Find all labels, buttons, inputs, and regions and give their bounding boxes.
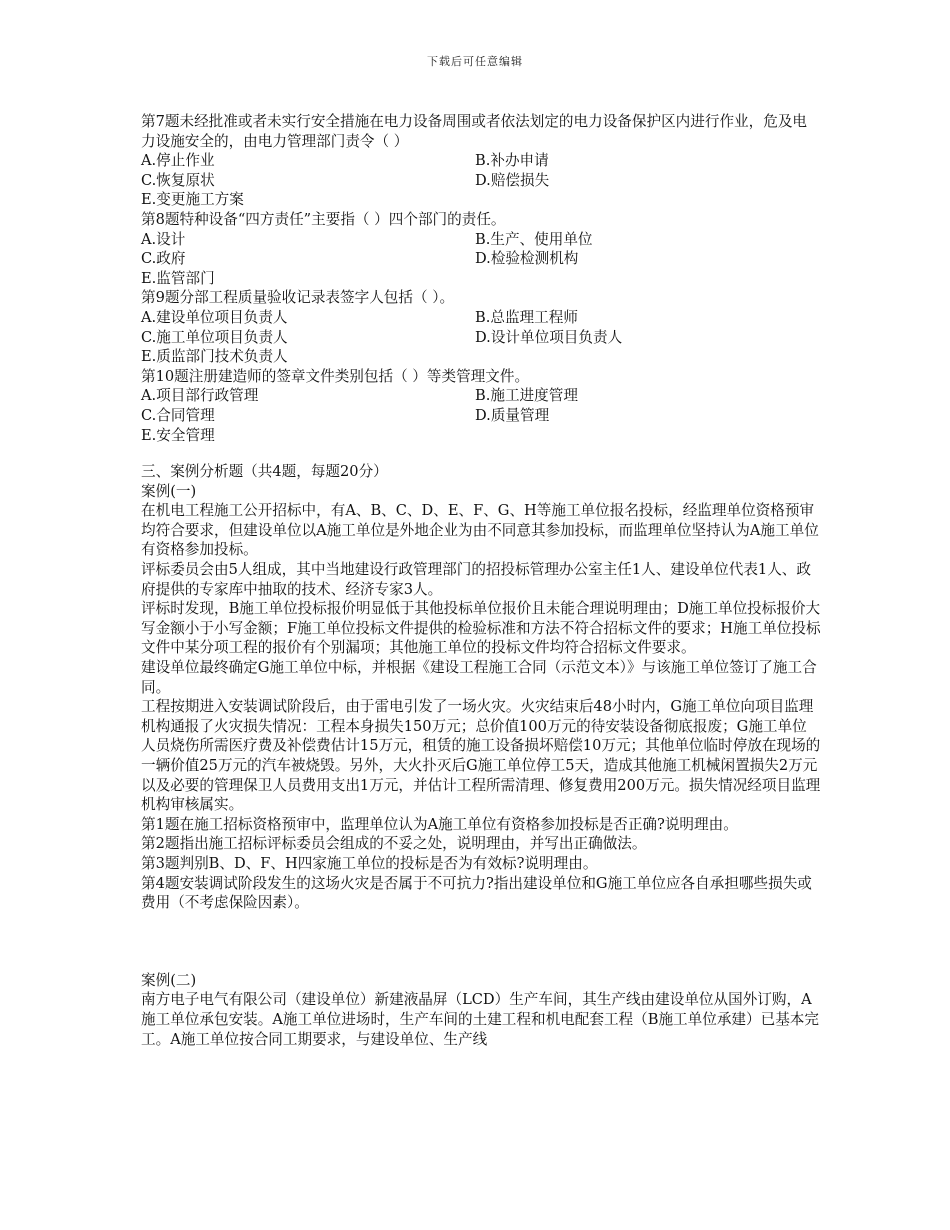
section-title: 三、案例分析题（共4题，每题20分）	[141, 463, 388, 481]
option-row	[141, 151, 821, 171]
option-c: C.施工单位项目负责人	[141, 328, 288, 346]
question-stem: 第8题特种设备“四方责任”主要指（ ）四个部门的责任。	[141, 210, 506, 228]
spacer	[141, 913, 821, 971]
question-stem: 第9题分部工程质量验收记录表签字人包括（ ）。	[141, 289, 455, 307]
option-d: D.赔偿损失	[475, 171, 550, 189]
option-row	[141, 171, 821, 191]
option-e: E.安全管理	[141, 426, 215, 444]
case-1	[141, 482, 821, 913]
option-e: E.质监部门技术负责人	[141, 348, 288, 366]
page-header: 下载后可任意编辑	[427, 55, 523, 68]
option-c: C.政府	[141, 250, 186, 268]
option-a: A.停止作业	[141, 152, 215, 170]
question-7	[141, 112, 821, 210]
option-d: D.质量管理	[475, 406, 550, 424]
option-e: E.变更施工方案	[141, 191, 244, 209]
option-b: B.总监理工程师	[475, 308, 578, 326]
option-c: C.恢复原状	[141, 171, 215, 189]
case-title: 案例(二)	[141, 971, 197, 989]
sub-question: 第4题安装调试阶段发生的这场火灾是否属于不可抗力?指出建设单位和G施工单位应各自承担哪些损失或费用（不考虑保险因素）。	[141, 874, 812, 912]
option-b: B.施工进度管理	[475, 387, 578, 405]
question-10	[141, 367, 821, 445]
option-b: B.补办申请	[475, 152, 549, 170]
case-paragraph: 评标委员会由5人组成，其中当地建设行政管理部门的招投标管理办公室主任1人、建设单位代表1人、政府提供的专家库中抽取的技术、经济专家3人。	[141, 561, 811, 598]
option-row	[141, 308, 821, 328]
option-a: A.项目部行政管理	[141, 387, 259, 405]
option-row	[141, 249, 821, 269]
question-9	[141, 288, 821, 366]
option-c: C.合同管理	[141, 406, 215, 424]
option-row	[141, 386, 821, 406]
option-a: A.建设单位项目负责人	[141, 308, 288, 326]
option-e: E.监管部门	[141, 269, 215, 287]
option-row	[141, 406, 821, 426]
option-b: B.生产、使用单位	[475, 230, 593, 248]
case-paragraph: 工程按期进入安装调试阶段后，由于雷电引发了一场火灾。火灾结束后48小时内，G施工单位向项目监理机构通报了火灾损失情况：工程本身损失150万元；总价值100万元的待安装设备彻底报废；G施工单位人员烧伤所需医疗费及补偿费估计15万元，租赁的施工设备损坏赔偿10万元；其他单位临时停放在现场的一辆价值25万元的汽车被烧毁。另外，大火扑灭后G施工单位停工5天，造成其他施工机械闲置损失2万元以及必要的管理保卫人员费用支出1万元，并估计工程所需清理、修复费用200万元。损失情况经项目监理机构审核属实。	[141, 698, 821, 814]
option-d: D.设计单位项目负责人	[475, 328, 623, 346]
case-paragraph: 建设单位最终确定G施工单位中标，并根据《建设工程施工合同（示范文本）》与该施工单位签订了施工合同。	[141, 659, 817, 696]
option-row	[141, 328, 821, 348]
sub-question: 第3题判别B、D、F、H四家施工单位的投标是否为有效标?说明理由。	[141, 854, 598, 872]
option-row	[141, 230, 821, 250]
option-a: A.设计	[141, 230, 186, 248]
case-title: 案例(一)	[141, 482, 197, 500]
case-2	[141, 971, 821, 1049]
case-paragraph: 在机电工程施工公开招标中，有A、B、C、D、E、F、G、H等施工单位报名投标，经监理单位资格预审均符合要求，但建设单位以A施工单位是外地企业为由不同意其参加投标，而监理单位坚持认为A施工单位有资格参加投标。	[141, 502, 819, 559]
case-paragraph: 南方电子电气有限公司（建设单位）新建液晶屏（LCD）生产车间，其生产线由建设单位从国外订购，A施工单位承包安装。A施工单位进场时，生产车间的土建工程和机电配套工程（B施工单位承建）已基本完工。A施工单位按合同工期要求，与建设单位、生产线	[141, 991, 819, 1048]
case-paragraph: 评标时发现，B施工单位投标报价明显低于其他投标单位报价且未能合理说明理由；D施工单位投标报价大写金额小于小写金额；F施工单位投标文件提供的检验标准和方法不符合招标文件的要求；H施工单位投标文件中某分项工程的报价有个别漏项；其他施工单位的投标文件均符合招标文件要求。	[141, 600, 821, 657]
sub-question: 第2题指出施工招标评标委员会组成的不妥之处，说明理由，并写出正确做法。	[141, 835, 647, 853]
spacer	[141, 445, 821, 462]
question-stem: 第7题未经批准或者未实行安全措施在电力设备周围或者依法划定的电力设备保护区内进行作业，危及电力设施安全的，由电力管理部门责令（ ）	[141, 113, 808, 150]
question-8	[141, 210, 821, 288]
question-stem: 第10题注册建造师的签章文件类别包括（ ）等类管理文件。	[141, 367, 530, 385]
document-body	[141, 112, 821, 1049]
option-d: D.检验检测机构	[475, 250, 579, 268]
sub-question: 第1题在施工招标资格预审中，监理单位认为A施工单位有资格参加投标是否正确?说明理由。	[141, 815, 738, 833]
